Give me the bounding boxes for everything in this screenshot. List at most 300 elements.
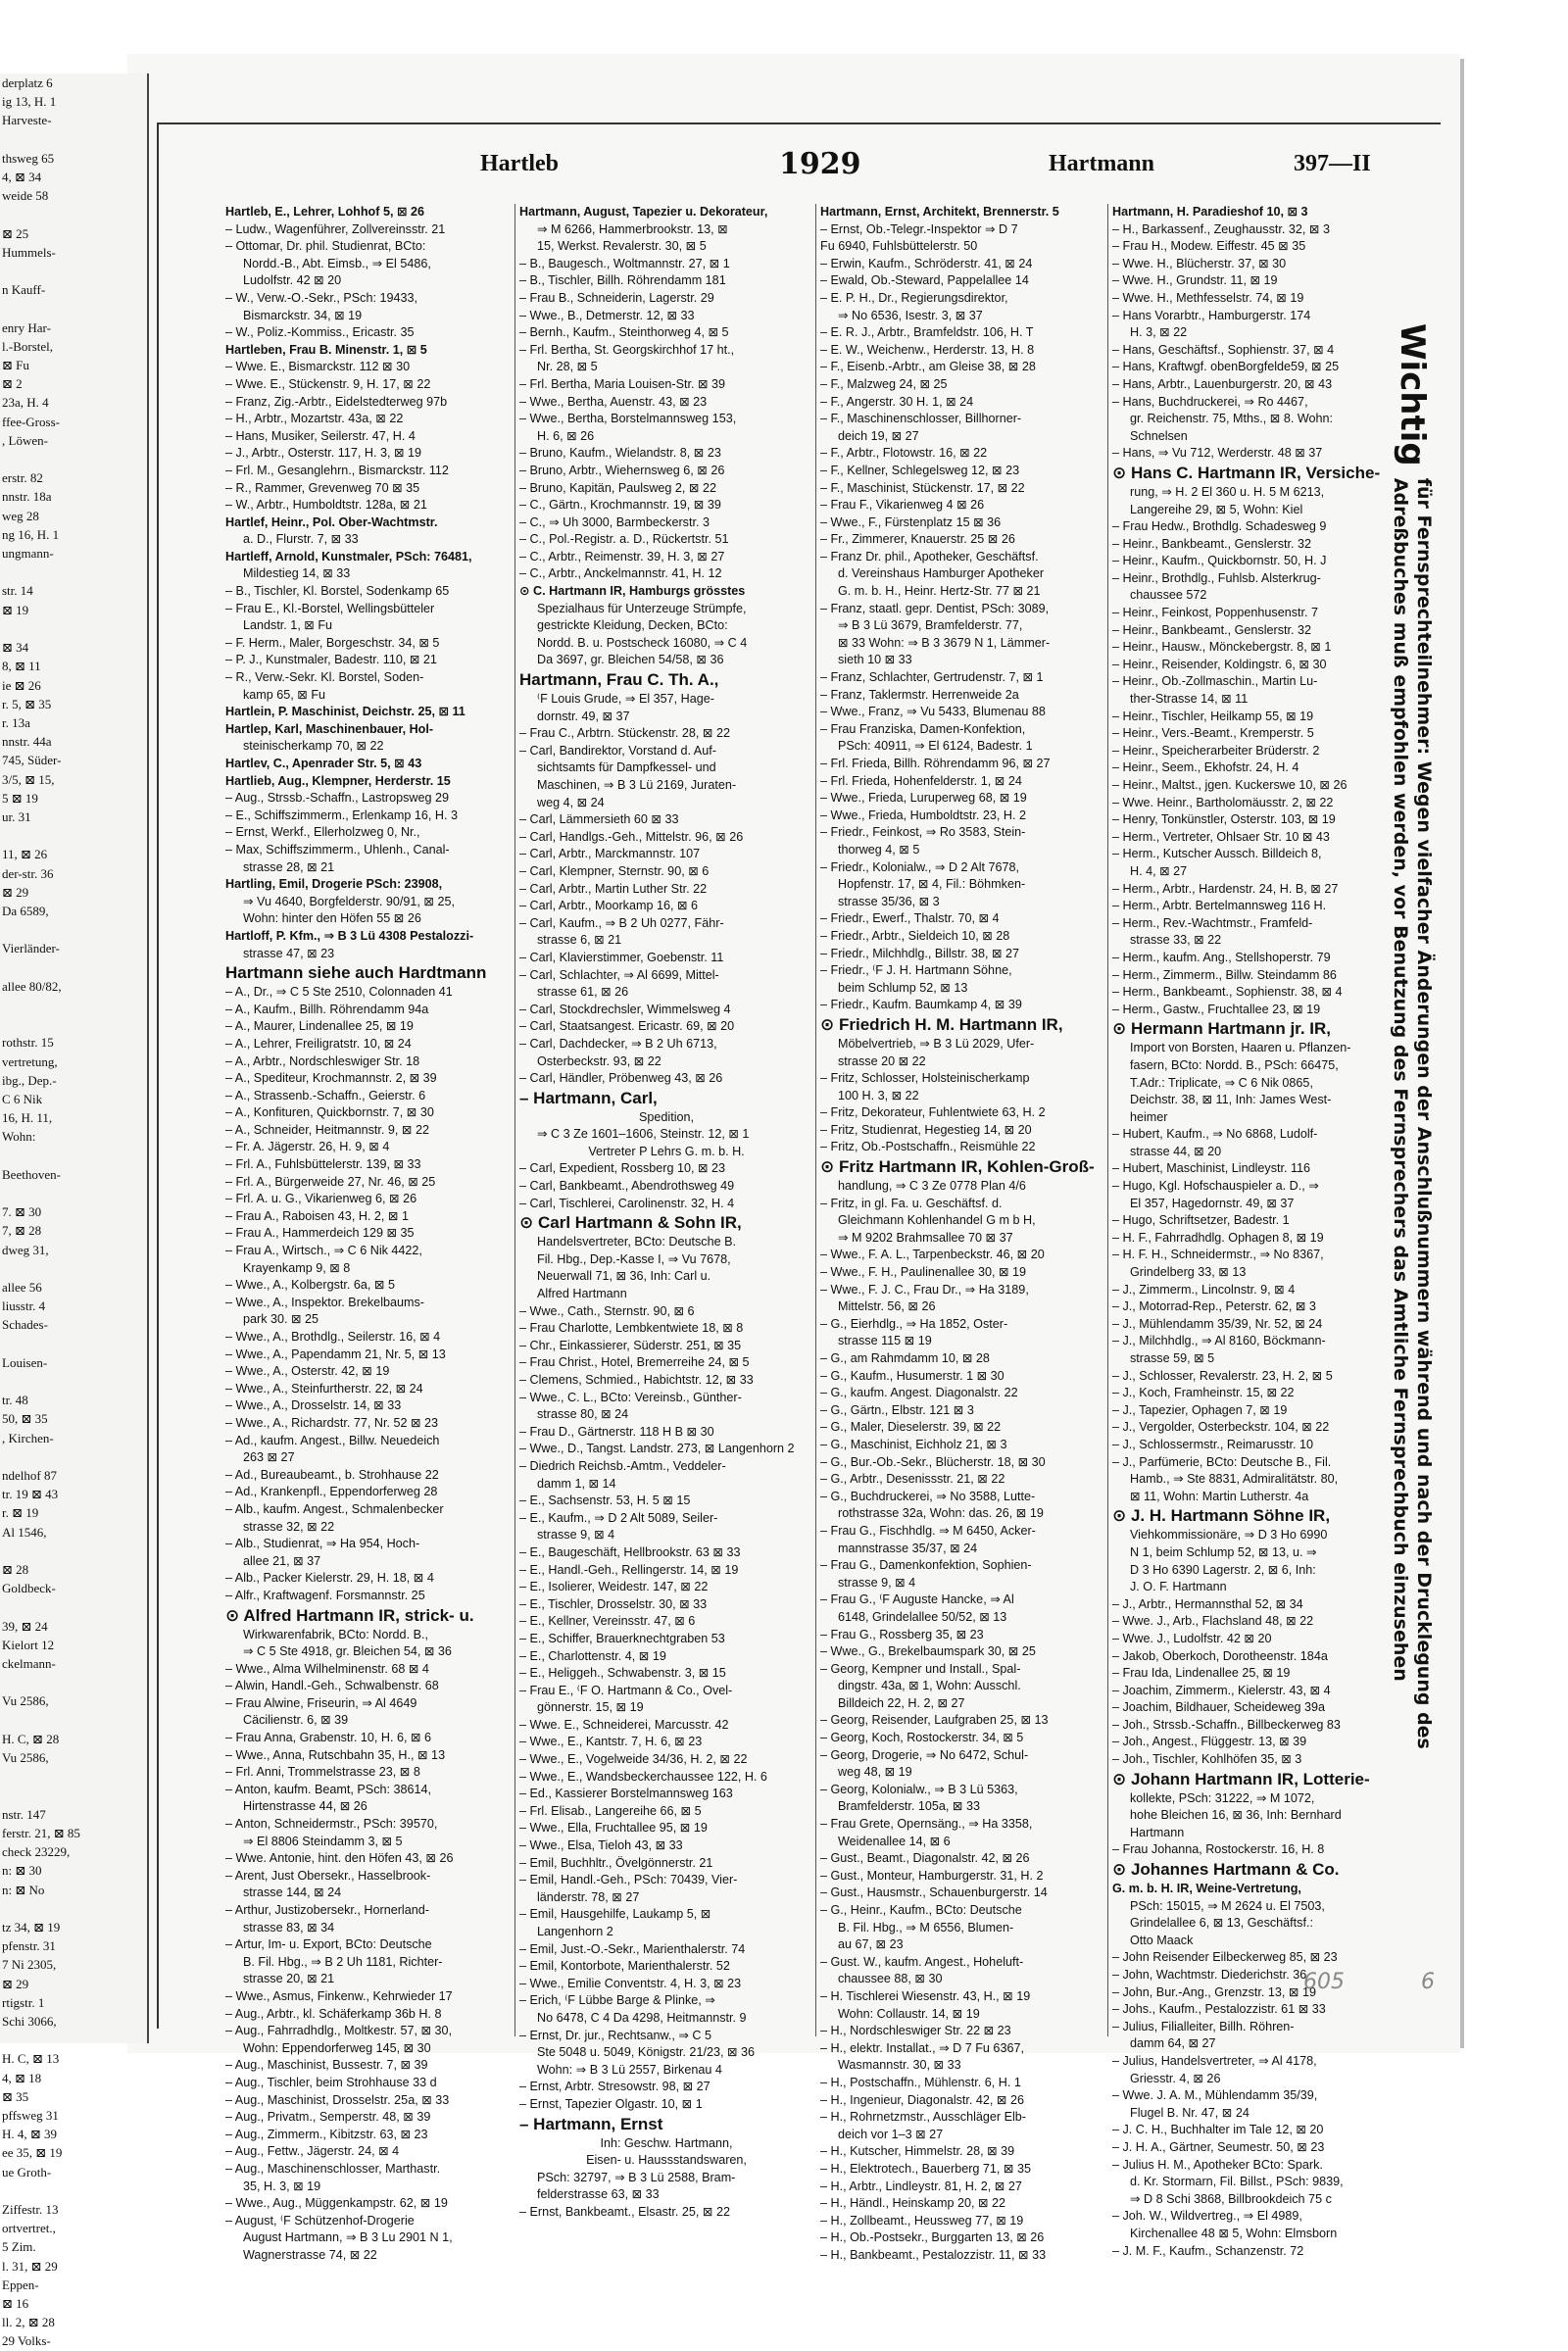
directory-entry-line: – Ottomar, Dr. phil. Studienrat, BCto: bbox=[225, 239, 426, 254]
directory-entry-line: – J., Koch, Framheinstr. 15, ⊠ 22 bbox=[1112, 1386, 1295, 1400]
strip-line: n Kauff- bbox=[2, 282, 46, 298]
strip-line: ffee-Gross- bbox=[2, 414, 60, 429]
directory-entry-line: beim Schlump 52, ⊠ 13 bbox=[838, 980, 968, 995]
directory-entry-line: – Herm., kaufm. Ang., Stellshoperstr. 79 bbox=[1112, 950, 1331, 964]
directory-entry-line: – Wwe., C. L., BCto: Vereinsb., Günther- bbox=[519, 1390, 742, 1404]
page-border-top bbox=[157, 122, 1441, 124]
directory-entry-line: – W., Poliz.-Kommiss., Ericastr. 35 bbox=[225, 325, 415, 340]
directory-entry-line: – Wwe., G., Brekelbaumspark 30, ⊠ 25 bbox=[820, 1644, 1036, 1659]
directory-entry-line: – Heinr., Tischler, Heilkamp 55, ⊠ 19 bbox=[1112, 709, 1314, 723]
directory-entry-line: – Franz Dr. phil., Apotheker, Geschäftsf. bbox=[820, 549, 1039, 563]
directory-entry-line: – Carl, Klempner, Sternstr. 90, ⊠ 6 bbox=[519, 863, 710, 878]
directory-entry-line: 35, H. 3, ⊠ 19 bbox=[243, 2179, 321, 2193]
strip-line: nstr. 147 bbox=[2, 1806, 46, 1822]
directory-entry-line: – F., Angerstr. 30 H. 1, ⊠ 24 bbox=[820, 394, 974, 409]
directory-entry-line: – H., Ob.-Postsekr., Burggarten 13, ⊠ 26 bbox=[820, 2230, 1045, 2245]
directory-entry-line: – J., Arbtr., Osterstr. 117, H. 3, ⊠ 19 bbox=[225, 446, 422, 461]
directory-entry-line: Nordd. B. u. Postscheck 16080, ⇒ C 4 bbox=[537, 635, 748, 650]
directory-entry-line: – Alfr., Kraftwagenf. Forsmannstr. 25 bbox=[225, 1588, 425, 1602]
strip-line: der-str. 36 bbox=[2, 865, 54, 881]
directory-entry-line: – Heinr., Seem., Ekhofstr. 24, H. 4 bbox=[1112, 760, 1299, 775]
directory-entry-line: – Frau A., Wirtsch., ⇒ C 6 Nik 4422, bbox=[225, 1244, 422, 1258]
directory-entry-line: Bramfelderstr. 105a, ⊠ 33 bbox=[838, 1799, 980, 1814]
directory-entry-line: strasse 59, ⊠ 5 bbox=[1130, 1351, 1215, 1365]
directory-entry-line: – Wwe. J., Ludolfstr. 42 ⊠ 20 bbox=[1112, 1631, 1272, 1645]
directory-entry-line: – Wwe., A., Richardstr. 77, Nr. 52 ⊠ 23 bbox=[225, 1415, 439, 1430]
directory-entry-line: – Franz, staatl. gepr. Dentist, PSch: 3089, bbox=[820, 601, 1050, 615]
strip-line: 3/5, ⊠ 15, bbox=[2, 771, 55, 787]
directory-entry-line: – Heinr., Ob.-Zollmaschin., Martin Lu- bbox=[1112, 674, 1318, 689]
directory-entry-line: No 6478, C 4 Da 4298, Heitmannstr. 9 bbox=[537, 2010, 747, 2025]
directory-entry-line: – Alwin, Handl.-Geh., Schwalbenstr. 68 bbox=[225, 1679, 439, 1693]
strip-line: erstr. 82 bbox=[2, 470, 43, 486]
directory-entry-line: – Aug., Privatm., Semperstr. 48, ⊠ 39 bbox=[225, 2110, 431, 2125]
directory-entry-line: – Heinr., Speicherarbeiter Brüderstr. 2 bbox=[1112, 743, 1320, 758]
directory-entry-line: gestrickte Kleidung, Decken, BCto: bbox=[537, 618, 728, 633]
directory-entry-line: – Joachim, Zimmerm., Kielerstr. 43, ⊠ 4 bbox=[1112, 1683, 1331, 1697]
directory-entry-line: Wohn: ⇒ B 3 Lü 2557, Birkenau 4 bbox=[537, 2062, 722, 2077]
adjacent-page-strip bbox=[0, 73, 149, 2349]
strip-line: ⊠ 19 bbox=[2, 602, 29, 617]
directory-entry-line: – Frau Ida, Lindenallee 25, ⊠ 19 bbox=[1112, 1666, 1291, 1681]
directory-entry-line: ⊠ 11, Wohn: Martin Lutherstr. 4a bbox=[1130, 1489, 1309, 1503]
directory-entry-line: – Wwe., Emilie Conventstr. 4, H. 3, ⊠ 23 bbox=[519, 1976, 742, 1990]
strip-line bbox=[0, 262, 147, 280]
directory-entry-line: Ludolfstr. 42 ⊠ 20 bbox=[243, 273, 342, 288]
directory-entry-line: – Gust. W., kaufm. Angest., Hoheluft- bbox=[820, 1954, 1024, 1969]
directory-entry-line: rung, ⇒ H. 2 El 360 u. H. 5 M 6213, bbox=[1130, 484, 1325, 499]
directory-entry-line: – G., Maschinist, Eichholz 21, ⊠ 3 bbox=[820, 1437, 1007, 1451]
directory-entry-line: – J. H. A., Gärtner, Seumestr. 50, ⊠ 23 bbox=[1112, 2139, 1325, 2154]
directory-entry-line: – Friedr., Milchhdlg., Billstr. 38, ⊠ 27 bbox=[820, 946, 1020, 960]
directory-entry-line: – Bruno, Kaufm., Wielandstr. 8, ⊠ 23 bbox=[519, 446, 721, 461]
directory-entry-line: – E., Tischler, Drosselstr. 30, ⊠ 33 bbox=[519, 1596, 708, 1611]
strip-line: enry Har- bbox=[2, 319, 51, 335]
directory-entry-line: PSch: 32797, ⇒ B 3 Lü 2588, Bram- bbox=[537, 2170, 736, 2184]
directory-entry-line: Hopfenstr. 17, ⊠ 4, Fil.: Böhmken- bbox=[838, 877, 1026, 892]
directory-entry-line: – E., Sachsenstr. 53, H. 5 ⊠ 15 bbox=[519, 1494, 691, 1508]
directory-entry-line: – E., Heliggeh., Schwabenstr. 3, ⊠ 15 bbox=[519, 1666, 726, 1681]
directory-entry-line: – Joh., Angest., Flüggestr. 13, ⊠ 39 bbox=[1112, 1735, 1307, 1749]
directory-entry-line: – Ed., Kassierer Borstelmannsweg 163 bbox=[519, 1787, 733, 1801]
strip-line: H. 4, ⊠ 39 bbox=[2, 2127, 58, 2142]
directory-entry-line: – F., Malzweg 24, ⊠ 25 bbox=[820, 376, 948, 391]
strip-line bbox=[0, 826, 147, 845]
directory-entry-line: – J., Schlosser, Revalerstr. 23, H. 2, ⊠ 5 bbox=[1112, 1368, 1333, 1383]
directory-entry-line: – J., Mühlendamm 35/39, Nr. 52, ⊠ 24 bbox=[1112, 1316, 1323, 1331]
directory-entry-line: – Wwe., Frieda, Humboldtstr. 23, H. 2 bbox=[820, 808, 1026, 822]
header-last-entry: Hartmann bbox=[1049, 151, 1154, 176]
directory-entry-line: – Ad., kaufm. Angest., Billw. Neuedeich bbox=[225, 1433, 440, 1447]
directory-entry-line: – C., Arbtr., Reimenstr. 39, H. 3, ⊠ 27 bbox=[519, 549, 725, 563]
strip-line bbox=[0, 1184, 147, 1202]
directory-entry-line: – Ludw., Wagenführer, Zollvereinsstr. 21 bbox=[225, 221, 446, 236]
directory-entry-line: – John, Bur.-Ang., Grenzstr. 13, ⊠ 19 bbox=[1112, 1984, 1316, 1999]
directory-entry-line: PSch: 15015, ⇒ M 2624 u. El 7503, bbox=[1130, 1898, 1325, 1913]
directory-entry-line: – Wwe., Franz, ⇒ Vu 5433, Blumenau 88 bbox=[820, 705, 1046, 719]
strip-line: ur. 31 bbox=[2, 808, 31, 824]
strip-line bbox=[0, 1786, 147, 1804]
directory-entry-line: – F., Arbtr., Flotowstr. 16, ⊠ 22 bbox=[820, 446, 988, 461]
directory-entry-line: Inh: Geschw. Hartmann, bbox=[600, 2135, 733, 2150]
sidebar-notice bbox=[1377, 323, 1436, 1774]
directory-entry-line: – E., Isolierer, Weidestr. 147, ⊠ 22 bbox=[519, 1580, 709, 1594]
strip-line: l. 31, ⊠ 29 bbox=[2, 2258, 58, 2274]
directory-entry-line: – Anton, Schneidermstr., PSch: 39570, bbox=[225, 1817, 438, 1832]
strip-line: l.-Borstel, bbox=[2, 338, 53, 354]
directory-entry-line: – Hartmann, Ernst bbox=[519, 2114, 663, 2133]
pencil-annotation: 605 bbox=[1303, 1970, 1345, 1994]
strip-line: ⊠ 16 bbox=[2, 2295, 29, 2311]
strip-line bbox=[0, 205, 147, 223]
directory-entry-line: ⇒ M 9202 Brahmsallee 70 ⊠ 37 bbox=[838, 1230, 1013, 1245]
directory-entry-line: H. 6, ⊠ 26 bbox=[537, 428, 595, 443]
strip-line bbox=[0, 1711, 147, 1730]
directory-entry-line: dingstr. 43a, ⊠ 1, Wohn: Ausschl. bbox=[838, 1679, 1021, 1693]
directory-entry-line: – Friedr., Kolonialw., ⇒ D 2 Alt 7678, bbox=[820, 859, 1020, 874]
strip-line: 8, ⊠ 11 bbox=[2, 659, 41, 674]
directory-entry-line: – Herm., Arbtr. Bertelmannsweg 116 H. bbox=[1112, 899, 1327, 913]
directory-entry-line: – Hugo, Schriftsetzer, Badestr. 1 bbox=[1112, 1213, 1290, 1228]
directory-entry-line: – G., am Rahmdamm 10, ⊠ 28 bbox=[820, 1351, 990, 1365]
directory-entry-line: – Emil, Just.-O.-Sekr., Marienthalerstr. 74 bbox=[519, 1941, 746, 1956]
directory-entry-line: Otto Maack bbox=[1130, 1933, 1194, 1947]
directory-entry-line: – John, Wachtmstr. Diederichstr. 36 bbox=[1112, 1968, 1307, 1982]
strip-line bbox=[0, 1147, 147, 1165]
directory-entry-line: – R., Rammer, Grevenweg 70 ⊠ 35 bbox=[225, 480, 420, 495]
directory-entry-line: – Carl, Staatsangest. Ericastr. 69, ⊠ 20 bbox=[519, 1019, 735, 1034]
directory-entry-line: – H., Zollbeamt., Heussweg 77, ⊠ 19 bbox=[820, 2213, 1024, 2228]
directory-entry-line: – Ernst, Bankbeamt., Elsastr. 25, ⊠ 22 bbox=[519, 2204, 730, 2219]
strip-line bbox=[0, 1767, 147, 1786]
directory-entry-line: – H., Kutscher, Himmelstr. 28, ⊠ 39 bbox=[820, 2144, 1015, 2159]
directory-entry-line: – Emil, Handl.-Geh., PSch: 70439, Vier- bbox=[519, 1873, 738, 1887]
directory-entry-line: ⊙ Fritz Hartmann IR, Kohlen-Groß- bbox=[820, 1157, 1095, 1177]
directory-entry-line: – Wwe. E., Schneiderei, Marcusstr. 42 bbox=[519, 1717, 729, 1732]
directory-entry-line: – Friedr., Ewerf., Thalstr. 70, ⊠ 4 bbox=[820, 911, 1000, 926]
directory-entry-line: – E. R. J., Arbtr., Bramfeldstr. 106, H. T bbox=[820, 325, 1034, 340]
directory-entry-line: – A., Kaufm., Billh. Röhrendamm 94a bbox=[225, 1002, 429, 1016]
directory-entry-line: – F., Eisenb.-Arbtr., am Gleise 38, ⊠ 28 bbox=[820, 360, 1036, 374]
directory-entry-line: sichtsamts für Dampfkessel- und bbox=[537, 760, 716, 775]
directory-entry-line: – Hartmann, Carl, bbox=[519, 1088, 658, 1107]
directory-entry-line: – Ernst, Dr. jur., Rechtsanw., ⇒ C 5 bbox=[519, 2028, 712, 2042]
directory-entry-line: – Frl. Frieda, Hohenfelderstr. 1, ⊠ 24 bbox=[820, 773, 1022, 788]
directory-entry-line: – Heinr., Feinkost, Poppenhusenstr. 7 bbox=[1112, 606, 1319, 620]
directory-entry-line: – E., Schiffszimmerm., Erlenkamp 16, H. 3 bbox=[225, 808, 459, 822]
directory-entry-line: – Fr. A. Jägerstr. 26, H. 9, ⊠ 4 bbox=[225, 1140, 390, 1154]
strip-line: ⊠ 35 bbox=[2, 2088, 29, 2104]
directory-entry-line: heimer bbox=[1130, 1109, 1168, 1124]
strip-line: dweg 31, bbox=[2, 1242, 49, 1257]
directory-entry-line: strasse 20 ⊠ 22 bbox=[838, 1053, 926, 1068]
directory-entry-line: – Wwe., D., Tangst. Landstr. 273, ⊠ Langenhorn 2 bbox=[519, 1442, 795, 1456]
strip-line: liusstr. 4 bbox=[2, 1298, 46, 1314]
directory-entry-line: – H., elektr. Installat., ⇒ D 7 Fu 6367, bbox=[820, 2040, 1024, 2055]
directory-entry-line: – Ernst, Arbtr. Stresowstr. 98, ⊠ 27 bbox=[519, 2080, 710, 2094]
directory-entry-line: Hartmann, August, Tapezier u. Dekorateur, bbox=[519, 205, 768, 219]
directory-entry-line: – Hans, Geschäftsf., Sophienstr. 37, ⊠ 4 bbox=[1112, 342, 1335, 357]
strip-line: weg 28 bbox=[2, 508, 39, 523]
directory-entry-line: gr. Reichenstr. 75, Mths., ⊠ 8. Wohn: bbox=[1130, 412, 1334, 426]
directory-entry-line: – Joh. W., Wildvertreg., ⇒ El 4989, bbox=[1112, 2209, 1302, 2224]
directory-entry-line: – Erwin, Kaufm., Schröderstr. 41, ⊠ 24 bbox=[820, 256, 1033, 270]
directory-entry-line: – Carl, Klavierstimmer, Goebenstr. 11 bbox=[519, 950, 724, 964]
strip-line: ⊠ 29 bbox=[2, 1976, 29, 1991]
directory-entry-line: – Wwe. H., Grundstr. 11, ⊠ 19 bbox=[1112, 273, 1278, 288]
directory-entry-line: felderstrasse 63, ⊠ 33 bbox=[537, 2187, 660, 2202]
directory-entry-line: – H., Händl., Heinskamp 20, ⊠ 22 bbox=[820, 2196, 1006, 2211]
directory-entry-line: Hartlef, Heinr., Pol. Ober-Wachtmstr. bbox=[225, 514, 438, 529]
directory-entry-line: – R., Verw.-Sekr. Kl. Borstel, Soden- bbox=[225, 670, 424, 685]
strip-line: rtigstr. 1 bbox=[2, 1994, 45, 2010]
directory-entry-line: – H. F., Fahrradhdlg. Ophagen 8, ⊠ 19 bbox=[1112, 1230, 1324, 1245]
directory-entry-line: – J. C. H., Buchhalter im Tale 12, ⊠ 20 bbox=[1112, 2123, 1324, 2137]
directory-entry-line: Mittelstr. 56, ⊠ 26 bbox=[838, 1299, 936, 1314]
strip-line: ⊠ 25 bbox=[2, 225, 29, 241]
directory-entry-line: Hamb., ⇒ Ste 8831, Admiralitätstr. 80, bbox=[1130, 1472, 1339, 1487]
directory-entry-line: Eisen- u. Haussstandswaren, bbox=[586, 2153, 747, 2168]
directory-entry-line: – Hans, Musiker, Seilerstr. 47, H. 4 bbox=[225, 428, 416, 443]
strip-line: Harveste- bbox=[2, 113, 52, 128]
directory-entry-line: Hartmann siehe auch Hardtmann bbox=[225, 963, 487, 983]
directory-entry-line: – Wwe. J., Arb., Flachsland 48, ⊠ 22 bbox=[1112, 1614, 1314, 1629]
directory-entry-line: – Frau B., Schneiderin, Lagerstr. 29 bbox=[519, 290, 714, 305]
directory-entry-line: – Frl. A., Fuhlsbüttelerstr. 139, ⊠ 33 bbox=[225, 1157, 421, 1172]
directory-entry-line: – A., Spediteur, Krochmannstr. 2, ⊠ 39 bbox=[225, 1071, 437, 1086]
directory-entry-line: ⇒ C 3 Ze 1601–1606, Steinstr. 12, ⊠ 1 bbox=[537, 1127, 750, 1142]
directory-entry-line: kollekte, PSch: 31222, ⇒ M 1072, bbox=[1130, 1790, 1315, 1805]
directory-entry-line: – Hubert, Maschinist, Lindleystr. 116 bbox=[1112, 1161, 1311, 1176]
directory-entry-line: – Carl, Schlachter, ⇒ Al 6699, Mittel- bbox=[519, 967, 719, 982]
directory-entry-line: – F., Kellner, Schlegelsweg 12, ⊠ 23 bbox=[820, 463, 1020, 477]
directory-entry-line: – Wwe., B., Detmerstr. 12, ⊠ 33 bbox=[519, 308, 695, 322]
column-2 bbox=[514, 204, 813, 2219]
directory-entry-line: – Wwe., A., Kolbergstr. 6a, ⊠ 5 bbox=[225, 1278, 395, 1293]
directory-entry-line: Weidenallee 14, ⊠ 6 bbox=[838, 1834, 951, 1848]
column-4 bbox=[1107, 204, 1382, 2258]
directory-entry-line: – A., Konfituren, Quickbornstr. 7, ⊠ 30 bbox=[225, 1105, 434, 1120]
directory-entry-line: – E., Kellner, Vereinsstr. 47, ⊠ 6 bbox=[519, 1614, 696, 1629]
page-header bbox=[186, 147, 1431, 186]
directory-entry-line: – Wwe. E., Bismarckstr. 112 ⊠ 30 bbox=[225, 360, 411, 374]
directory-entry-line: ⊙ J. H. Hartmann Söhne IR, bbox=[1112, 1506, 1331, 1526]
directory-entry-line: strasse 32, ⊠ 22 bbox=[243, 1519, 335, 1534]
directory-entry-line: chaussee 88, ⊠ 30 bbox=[838, 1972, 943, 1986]
strip-line: vertretung, bbox=[2, 1053, 58, 1069]
directory-entry-line: ⁽F Louis Grude, ⇒ El 357, Hage- bbox=[537, 692, 714, 707]
directory-entry-line: – Frl. Anni, Trommelstrasse 23, ⊠ 8 bbox=[225, 1765, 420, 1780]
directory-entry-line: strasse 6, ⊠ 21 bbox=[537, 933, 622, 948]
strip-line: 7, ⊠ 28 bbox=[2, 1223, 42, 1239]
directory-entry-line: – J., Zimmerm., Lincolnstr. 9, ⊠ 4 bbox=[1112, 1282, 1296, 1297]
directory-entry-line: Kirchenallee 48 ⊠ 5, Wohn: Elmsborn bbox=[1130, 2226, 1338, 2240]
directory-entry-line: weg 48, ⊠ 19 bbox=[838, 1765, 912, 1780]
directory-entry-line: – Heinr., Vers.-Beamt., Kremperstr. 5 bbox=[1112, 726, 1314, 741]
directory-entry-line: ⊙ Hans C. Hartmann IR, Versiche- bbox=[1112, 463, 1381, 482]
strip-line: 16, H. 11, bbox=[2, 1110, 53, 1126]
strip-line: Wohn: bbox=[2, 1129, 36, 1145]
page-border-left bbox=[157, 122, 159, 2029]
header-first-entry: Hartleb bbox=[480, 151, 559, 176]
column-3 bbox=[815, 204, 1106, 2262]
directory-entry-line: – A., Strassenb.-Schaffn., Geierstr. 6 bbox=[225, 1088, 426, 1102]
directory-entry-line: – Aug., Tischler, beim Strohhause 33 d bbox=[225, 2075, 437, 2089]
directory-entry-line: ⇒ B 3 Lü 3679, Bramfelderstr. 77, bbox=[838, 618, 1023, 633]
directory-entry-line: – B., Baugesch., Woltmannstr. 27, ⊠ 1 bbox=[519, 256, 730, 270]
strip-line: H. C, ⊠ 13 bbox=[2, 2051, 60, 2067]
directory-entry-line: – E., Schiffer, Brauerknechtgraben 53 bbox=[519, 1631, 725, 1645]
directory-entry-line: – E. W., Weichenw., Herderstr. 13, H. 8 bbox=[820, 342, 1035, 357]
directory-entry-line: – G., Arbtr., Desenissstr. 21, ⊠ 22 bbox=[820, 1472, 1005, 1487]
strip-line: weide 58 bbox=[2, 188, 49, 204]
column-1 bbox=[225, 204, 505, 2262]
strip-line bbox=[0, 1597, 147, 1616]
directory-entry-line: – Carl, Handlgs.-Geh., Mittelstr. 96, ⊠ 26 bbox=[519, 829, 744, 844]
directory-entry-line: – Carl, Arbtr., Martin Luther Str. 22 bbox=[519, 881, 708, 896]
directory-entry-line: – Aug., Maschinist, Bussestr. 7, ⊠ 39 bbox=[225, 2058, 428, 2073]
directory-entry-line: Wohn: Collaustr. 14, ⊠ 19 bbox=[838, 2006, 980, 2021]
directory-entry-line: – Frau D., Gärtnerstr. 118 H B ⊠ 30 bbox=[519, 1424, 714, 1439]
directory-entry-line: – Frau E., Kl.-Borstel, Wellingsbütteler bbox=[225, 601, 435, 615]
directory-entry-line: – Frl. Bertha, St. Georgskirchhof 17 ht., bbox=[519, 342, 735, 357]
strip-line: 7. ⊠ 30 bbox=[2, 1204, 42, 1220]
directory-entry-line: – Herm., Rev.-Wachtmstr., Framfeld- bbox=[1112, 915, 1313, 930]
strip-line bbox=[0, 130, 147, 149]
directory-entry-line: – Georg, Kolonialw., ⇒ B 3 Lü 5363, bbox=[820, 1782, 1018, 1796]
directory-entry-line: – Wwe., Bertha, Auenstr. 43, ⊠ 23 bbox=[519, 394, 708, 409]
directory-entry-line: – Emil, Buchhltr., Övelgönnerstr. 21 bbox=[519, 1855, 713, 1870]
directory-entry-line: – Wwe., F., Fürstenplatz 15 ⊠ 36 bbox=[820, 514, 1002, 529]
directory-entry-line: – J., Vergolder, Osterbeckstr. 104, ⊠ 22 bbox=[1112, 1420, 1330, 1435]
directory-entry-line: – Heinr., Brothdlg., Fuhlsb. Alsterkrug- bbox=[1112, 570, 1321, 585]
strip-line: tr. 48 bbox=[2, 1393, 28, 1408]
directory-entry-line: Krayenkamp 9, ⊠ 8 bbox=[243, 1260, 351, 1275]
directory-entry-line: – Henry, Tonkünstler, Osterstr. 103, ⊠ 19 bbox=[1112, 812, 1336, 827]
directory-entry-line: – G., Maler, Dieselerstr. 39, ⊠ 22 bbox=[820, 1420, 1002, 1435]
directory-entry-line: – A., Arbtr., Nordschleswiger Str. 18 bbox=[225, 1053, 420, 1068]
directory-entry-line: – Alb., Packer Kielerstr. 29, H. 18, ⊠ 4 bbox=[225, 1571, 434, 1586]
strip-line: 4, ⊠ 18 bbox=[2, 2070, 42, 2085]
directory-entry-line: ⊙ Friedrich H. M. Hartmann IR, bbox=[820, 1014, 1063, 1034]
directory-entry-line: – Joh., Strssb.-Schaffn., Billbeckerweg 83 bbox=[1112, 1717, 1341, 1732]
directory-entry-line: – Frau Hedw., Brothdlg. Schadesweg 9 bbox=[1112, 519, 1327, 534]
directory-entry-line: 15, Werkst. Revalerstr. 30, ⊠ 5 bbox=[537, 239, 707, 254]
strip-line: Beethoven- bbox=[2, 1166, 61, 1182]
directory-entry-line: strasse 115 ⊠ 19 bbox=[838, 1334, 932, 1348]
directory-entry-line: – Ernst, Werkf., Ellerholzweg 0, Nr., bbox=[225, 825, 420, 840]
directory-entry-line: – Wwe., Anna, Rutschbahn 35, H., ⊠ 13 bbox=[225, 1747, 446, 1762]
directory-entry-line: ⊠ 33 Wohn: ⇒ B 3 3679 N 1, Lämmer- bbox=[838, 635, 1051, 650]
strip-line: ng 16, H. 1 bbox=[2, 526, 60, 542]
directory-entry-line: ⊙ Carl Hartmann & Sohn IR, bbox=[519, 1213, 742, 1233]
strip-line: Louisen- bbox=[2, 1354, 48, 1370]
directory-entry-line: – J., Schlossermstr., Reimarusstr. 10 bbox=[1112, 1437, 1314, 1451]
header-page-number: 397—II bbox=[1294, 151, 1371, 176]
directory-entry-line: – Heinr., Reisender, Koldingstr. 6, ⊠ 30 bbox=[1112, 657, 1327, 671]
directory-entry-line: – Wwe., F. H., Paulinenallee 30, ⊠ 19 bbox=[820, 1265, 1027, 1280]
directory-entry-line: – Wwe., F. A. L., Tarpenbeckstr. 46, ⊠ 20 bbox=[820, 1248, 1045, 1262]
directory-entry-line: – Frau A., Hammerdeich 129 ⊠ 35 bbox=[225, 1226, 415, 1241]
directory-entry-line: – Johs., Kaufm., Pestalozzistr. 61 ⊠ 33 bbox=[1112, 2002, 1326, 2017]
directory-entry-line: Wohn: hinter den Höfen 55 ⊠ 26 bbox=[243, 911, 421, 926]
directory-entry-line: – Wwe. E., Stückenstr. 9, H. 17, ⊠ 22 bbox=[225, 376, 431, 391]
directory-entry-line: gönnerstr. 15, ⊠ 19 bbox=[537, 1700, 644, 1715]
directory-entry-line: Hartleb, E., Lehrer, Lohhof 5, ⊠ 26 bbox=[225, 205, 425, 219]
directory-entry-line: – C., Gärtn., Krochmannstr. 19, ⊠ 39 bbox=[519, 498, 721, 513]
directory-entry-line: – Frau Charlotte, Lembkentwiete 18, ⊠ 8 bbox=[519, 1321, 744, 1336]
directory-entry-line: – Hans, ⇒ Vu 712, Werderstr. 48 ⊠ 37 bbox=[1112, 446, 1323, 461]
directory-entry-line: Grindelallee 6, ⊠ 13, Geschäftsf.: bbox=[1130, 1916, 1313, 1931]
directory-entry-line: allee 21, ⊠ 37 bbox=[243, 1553, 321, 1568]
directory-entry-line: – Wwe., E., Kantstr. 7, H. 6, ⊠ 23 bbox=[519, 1735, 703, 1749]
directory-entry-line: Hartloff, P. Kfm., ⇒ B 3 Lü 4308 Pestalozzi- bbox=[225, 928, 474, 943]
strip-line bbox=[0, 1014, 147, 1033]
directory-entry-line: – A., Dr., ⇒ C 5 Ste 2510, Colonnaden 41 bbox=[225, 985, 453, 1000]
directory-entry-line: – Julius H. M., Apotheker BCto: Spark. bbox=[1112, 2157, 1323, 2172]
strip-line: Kielort 12 bbox=[2, 1637, 55, 1652]
directory-entry-line: – Carl, Bandirektor, Vorstand d. Auf- bbox=[519, 743, 716, 758]
directory-entry-line: kamp 65, ⊠ Fu bbox=[243, 687, 326, 702]
directory-entry-line: – Heinr., Maltst., jgen. Kuckerswe 10, ⊠ 26 bbox=[1112, 778, 1348, 792]
directory-entry-line: Wirkwarenfabrik, BCto: Nordd. B., bbox=[243, 1627, 428, 1641]
directory-entry-line: – Gust., Beamt., Diagonalstr. 42, ⊠ 26 bbox=[820, 1851, 1030, 1866]
directory-entry-line: Neuerwall 71, ⊠ 36, Inh: Carl u. bbox=[537, 1269, 711, 1284]
strip-line bbox=[0, 1372, 147, 1391]
directory-entry-line: – Georg, Kempner und Install., Spal- bbox=[820, 1661, 1021, 1676]
directory-entry-line: hohe Bleichen 16, ⊠ 36, Inh: Bernhard bbox=[1130, 1808, 1342, 1823]
directory-entry-line: – Julius, Handelsvertreter, ⇒ Al 4178, bbox=[1112, 2053, 1317, 2068]
pencil-mark: 6 bbox=[1421, 1970, 1435, 1994]
directory-entry-line: – Joh., Tischler, Kohlhöfen 35, ⊠ 3 bbox=[1112, 1752, 1302, 1767]
directory-entry-line: – Herm., Zimmerm., Billw. Steindamm 86 bbox=[1112, 967, 1337, 982]
directory-entry-line: strasse 144, ⊠ 24 bbox=[243, 1886, 342, 1900]
directory-entry-line: fasern, BCto: Nordd. B., PSch: 66475, bbox=[1130, 1057, 1339, 1072]
directory-entry-line: G. m. b. H. IR, Weine-Vertretung, bbox=[1112, 1882, 1301, 1896]
directory-entry-line: Da 3697, gr. Bleichen 54/58, ⊠ 36 bbox=[537, 653, 724, 667]
directory-entry-line: – B., Tischler, Kl. Borstel, Sodenkamp 65 bbox=[225, 584, 450, 599]
directory-entry-line: – C., Arbtr., Anckelmannstr. 41, H. 12 bbox=[519, 566, 722, 581]
strip-line: ll. 2, ⊠ 28 bbox=[2, 2315, 55, 2330]
directory-entry-line: 263 ⊠ 27 bbox=[243, 1450, 295, 1465]
strip-line: Al 1546, bbox=[2, 1524, 47, 1540]
directory-entry-line: damm 64, ⊠ 27 bbox=[1130, 2036, 1216, 2051]
strip-line: 50, ⊠ 35 bbox=[2, 1411, 48, 1427]
directory-entry-line: – Arent, Just Obersekr., Hasselbrook- bbox=[225, 1868, 431, 1883]
directory-entry-line: – J., Milchhdlg., ⇒ Al 8160, Böckmann- bbox=[1112, 1334, 1326, 1348]
directory-entry-line: PSch: 40911, ⇒ El 6124, Badestr. 1 bbox=[838, 739, 1033, 754]
strip-line: ee 35, ⊠ 19 bbox=[2, 2145, 63, 2161]
directory-entry-line: – Hans, Buchdruckerei, ⇒ Ro 4467, bbox=[1112, 394, 1308, 409]
strip-line: Ziffestr. 13 bbox=[2, 2201, 59, 2217]
directory-entry-line: N 1, beim Schlump 52, ⊠ 13, u. ⇒ bbox=[1130, 1544, 1317, 1559]
directory-entry-line: – E., Baugeschäft, Hellbrookstr. 63 ⊠ 33 bbox=[519, 1544, 741, 1559]
directory-entry-line: – Ewald, Ob.-Steward, Pappelallee 14 bbox=[820, 273, 1029, 288]
directory-entry-line: Hartlieb, Aug., Klempner, Herderstr. 15 bbox=[225, 773, 451, 788]
directory-entry-line: – Emil, Kontorbote, Marienthalerstr. 52 bbox=[519, 1959, 730, 1974]
directory-entry-line: – H., Elektrotech., Bauerberg 71, ⊠ 35 bbox=[820, 2161, 1031, 2176]
directory-entry-line: Osterbeckstr. 93, ⊠ 22 bbox=[537, 1053, 662, 1068]
directory-entry-line: – Julius, Filialleiter, Billh. Röhren- bbox=[1112, 2019, 1295, 2033]
directory-entry-line: – Erich, ⁽F Lübbe Barge & Plinke, ⇒ bbox=[519, 1993, 715, 2008]
directory-entry-line: – Carl, Lämmersieth 60 ⊠ 33 bbox=[519, 812, 679, 827]
directory-entry-line: – G., Eierhdlg., ⇒ Ha 1852, Oster- bbox=[820, 1316, 1008, 1331]
strip-line bbox=[0, 958, 147, 977]
directory-entry-line: Hartleben, Frau B. Minenstr. 1, ⊠ 5 bbox=[225, 342, 427, 357]
directory-entry-line: Hartling, Emil, Drogerie PSch: 23908, bbox=[225, 877, 443, 892]
directory-entry-line: – Hans, Kraftwgf. obenBorgfelde59, ⊠ 25 bbox=[1112, 360, 1340, 374]
directory-entry-line: – Carl, Bankbeamt., Abendrothsweg 49 bbox=[519, 1179, 735, 1194]
